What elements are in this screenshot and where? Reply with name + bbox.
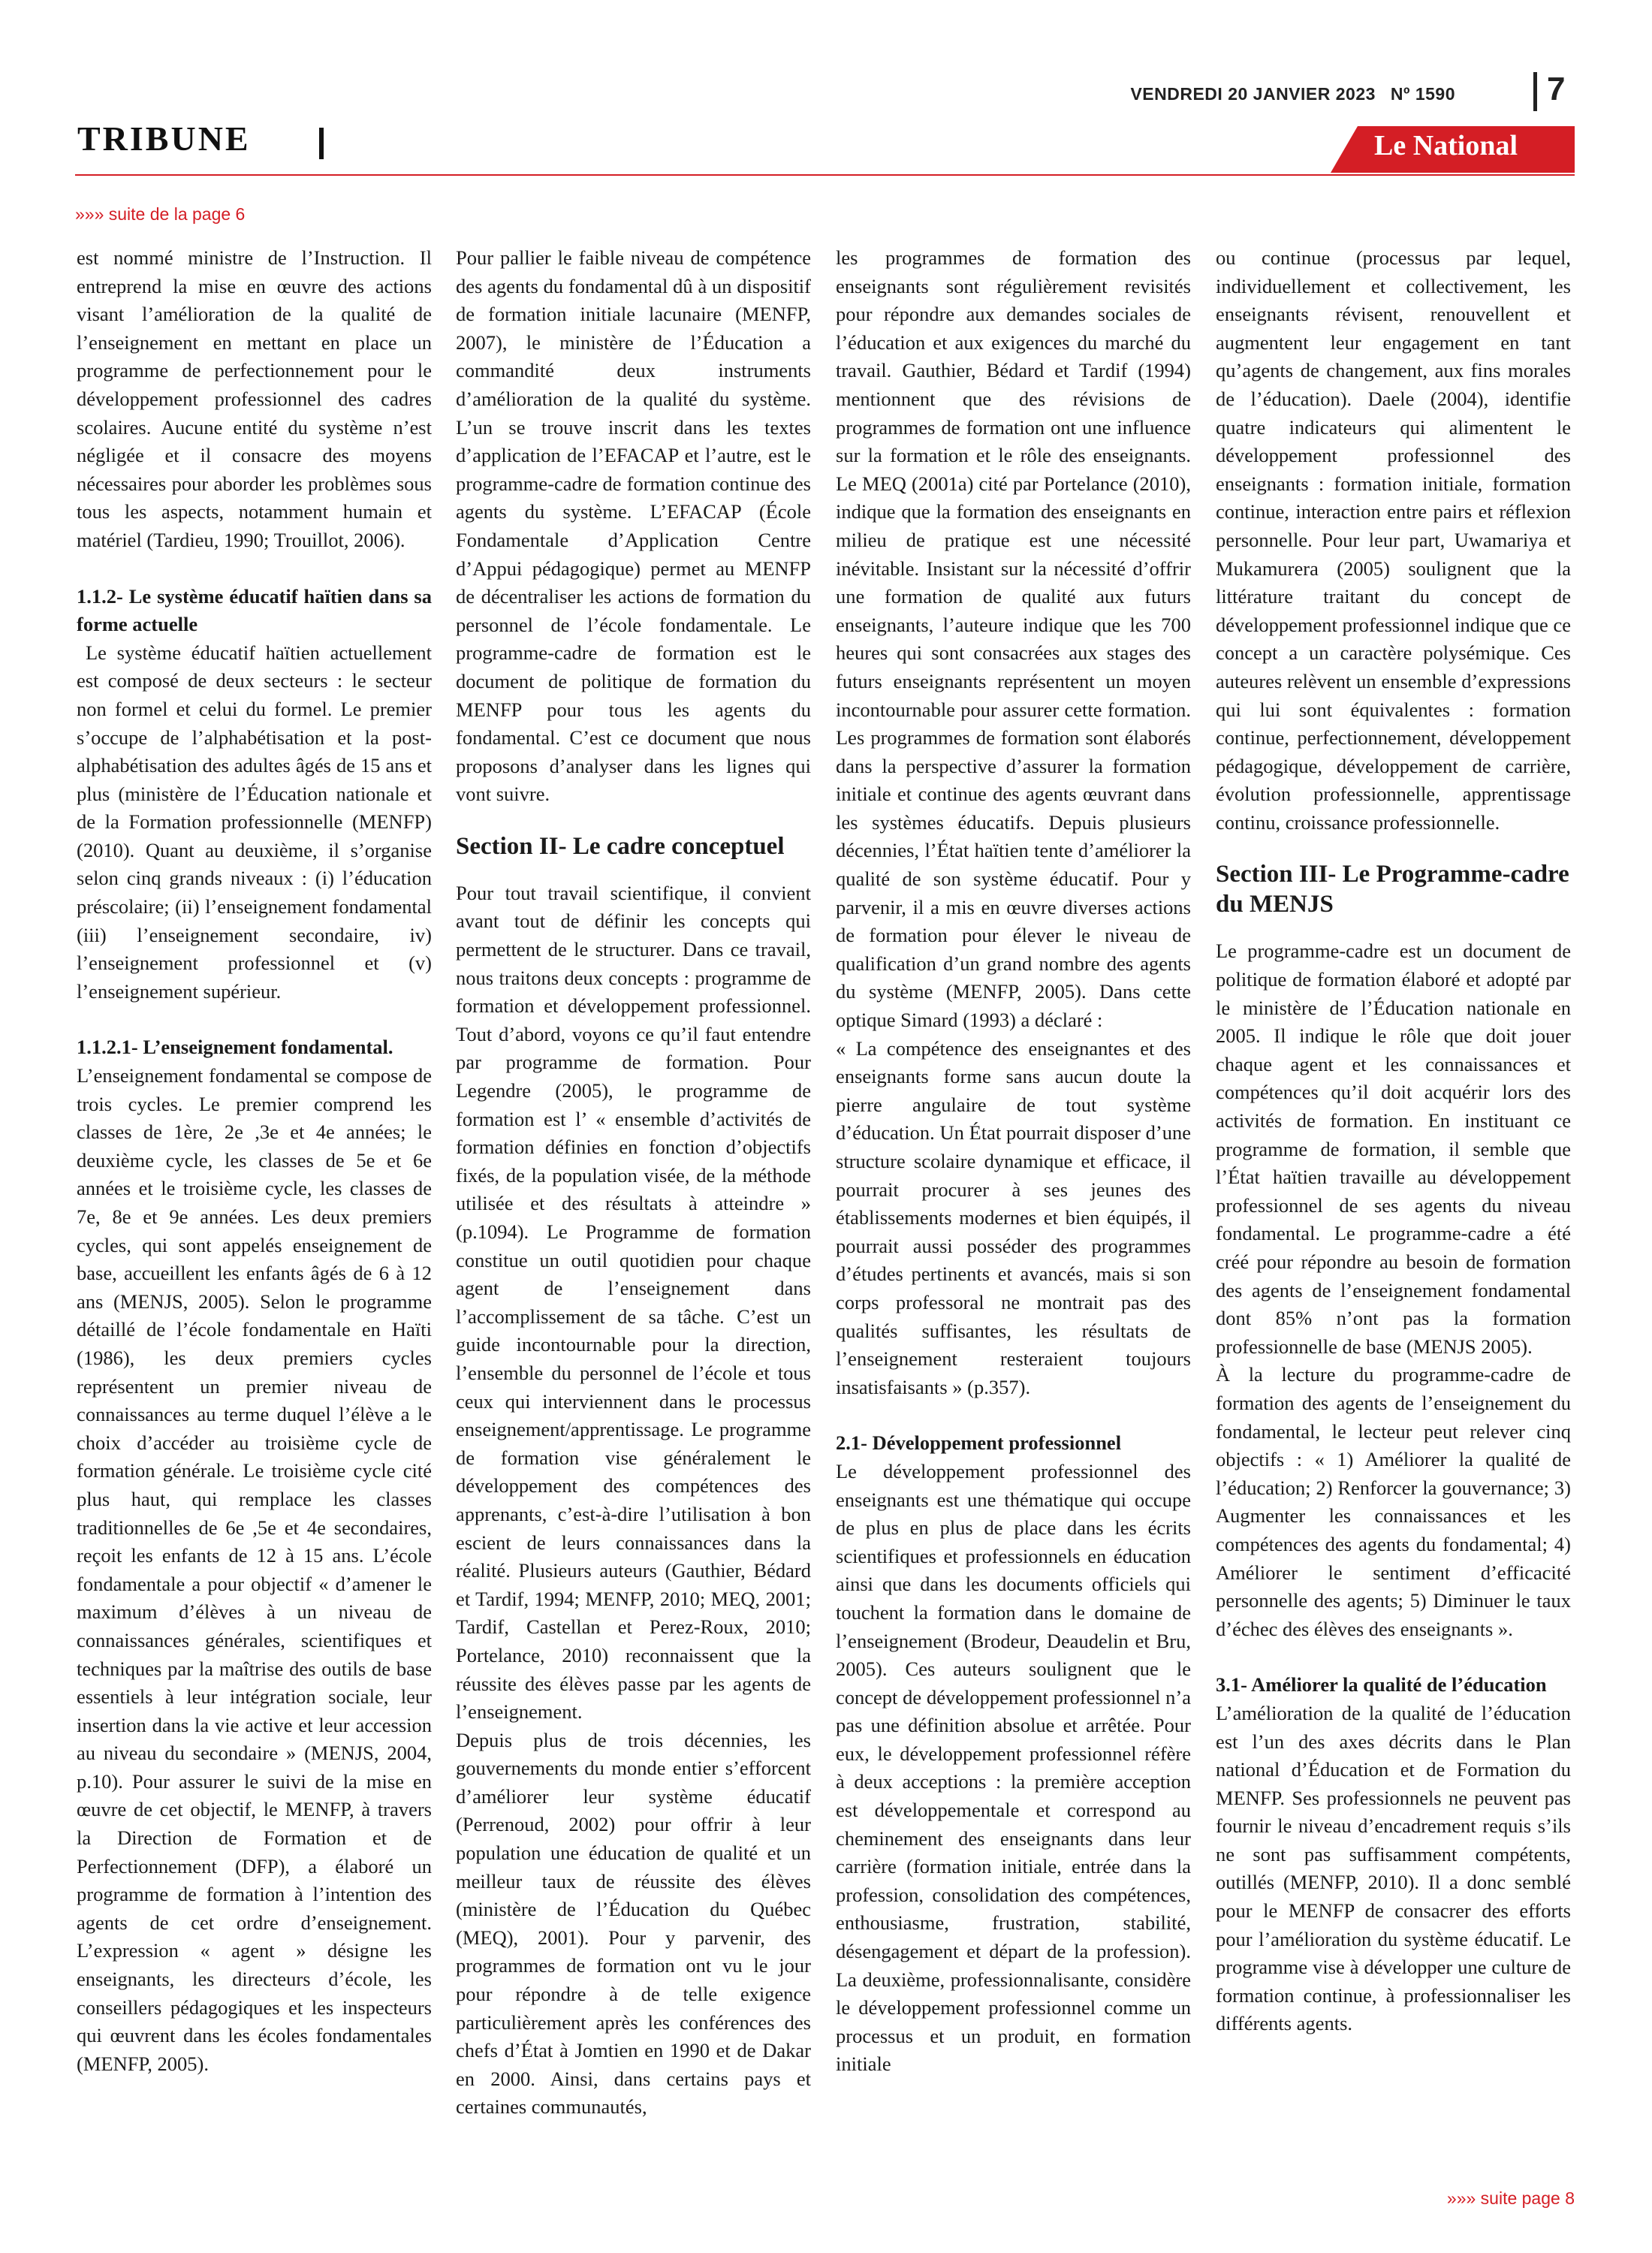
newspaper-logo: Le National: [1374, 130, 1518, 161]
article-column-1: [77, 244, 432, 2078]
continued-to-link[interactable]: »»» suite page 8: [1446, 2188, 1575, 2208]
paragraph: Le développement professionnel des enseignants est une thématique qui occupe de plus en plus de place dans les écrits scientifiques et professionnels en éducation ainsi que dans les documents officiels qui touchent la formation dans le domaine de l’enseignement (Brodeur, Deaudelin et Bru, 2005). Ces auteurs soulignent que le concept de développement professionnel n’a pas une définition absolue et arrêtée. Pour eux, le développement professionnel réfère à deux acceptions : la première acception est développementale et correspond au cheminement des enseignants dans leur carrière (formation initiale, entrée dans la profession, consolidation des compétences, enthousiasme, frustration, stabilité, désengagement et départ de la profession). La deuxième, professionnalisante, considère le développement professionnel comme un processus et un produit, en formation initiale: [836, 1459, 1191, 2076]
paragraph: les programmes de formation des enseignants sont régulièrement revisités pour répondre aux demandes sociales de l’éducation et aux exigences du marché du travail. Gauthier, Bédard et Tardif (1994) mentionnent que des révisions de programmes de formation ont une influence sur la formation et le rôle des enseignants. Le MEQ (2001a) cité par Portelance (2010), indique que la formation des enseignants en milieu de pratique est une nécessité inévitable. Insistant sur la nécessité d’offrir une formation de qualité aux futurs enseignants, l’auteure indique que les 700 heures qui sont consacrées aux stages des futurs enseignants représentent un moyen incontournable pour assurer cette formation. Les programmes de formation sont élaborés dans la perspective d’assurer la formation initiale et continue des agents œuvrant dans les systèmes éducatifs. Depuis plusieurs décennies, l’État haïtien tente d’améliorer la qualité de son système éducatif. Pour y parvenir, il a mis en œuvre diverses actions de formation pour élever le niveau de qualification d’un grand nombre des agents du système (MENFP, 2005). Dans cette optique Simard (1993) a déclaré :: [836, 246, 1191, 1032]
paragraph: ou continue (processus par lequel, individuellement et collectivement, les enseignants révisent, renouvellent et augmentent leur engagement en tant qu’agents de changement, aux fins morales de l’éducation). Daele (2004), identifie quatre indicateurs qui alimentent le développement professionnel des enseignants : formation initiale, formation continue, interaction entre pairs et réflexion personnelle. Pour leur part, Uwamariya et Mukamurera (2005) soulignent que la littérature traitant du concept de développement professionnel indique que ce concept a un caractère polysémique. Ces auteures relèvent un ensemble d’expressions qui lui sont équivalentes : formation continue, perfectionnement, développement pédagogique, développement de carrière, évolution professionnelle, apprentissage continu, croissance professionnelle.: [1216, 246, 1571, 834]
article-column-3: [836, 244, 1191, 2079]
header-rule: [75, 174, 1575, 176]
section-heading: Section III- Le Programme-cadre du MENJS: [1216, 861, 1569, 918]
issue-date: VENDREDI 20 JANVIER 2023: [1130, 84, 1376, 104]
page-number: 7: [1547, 71, 1566, 107]
header-divider: [1533, 72, 1537, 111]
issue-date-line: [1130, 84, 1455, 104]
paragraph: L’amélioration de la qualité de l’éducation est l’un des axes décrits dans le Plan national d’Éducation et de Formation du MENFP. Ses professionnels ne peuvent pas fournir le niveau d’encadrement requis s’ils ne sont pas suffisamment compétents, outillés (MENFP, 2010). Il a donc semblé pour le MENFP de consacrer des efforts pour l’amélioration du système éducatif. Le programme vise à développer une culture de formation continue, à professionnaliser les différents agents.: [1216, 1701, 1571, 2035]
quotation: « La compétence des enseignantes et des enseignants forme sans aucun doute la pierre angulaire de tout système d’éducation. Un État pourrait disposer d’une structure scolaire dynamique et efficace, il pourrait procurer à ses jeunes des établissements modernes et bien équipés, il pourrait aussi posséder des programmes d’études pertinents et avancés, mais si son corps professoral ne montrait pas des qualités suffisantes, les résultats de l’enseignement resteraient toujours insatisfaisants » (p.357).: [836, 1036, 1191, 1398]
subheading: 2.1- Développement professionnel: [836, 1431, 1122, 1455]
article-column-2: [456, 244, 811, 2122]
paragraph: Pour pallier le faible niveau de compétence des agents du fondamental dû à un dispositif de formation initiale lacunaire (MENFP, 2007), le ministère de l’Éducation a commandité deux instruments d’amélioration de la qualité du système. L’un se trouve inscrit dans les textes d’application de l’EFACAP et l’autre, est le programme-cadre de formation continue des agents du système. L’EFACAP (École Fondamentale d’Application Centre d’Appui pédagogique) permet au MENFP de décentraliser les actions de formation du personnel de l’école fondamentale. Le programme-cadre de formation est le document de politique de formation du MENFP pour tous les agents du fondamental. C’est ce document que nous proposons d’analyser dans les lignes qui vont suivre.: [456, 246, 811, 806]
paragraph: L’enseignement fondamental se compose de trois cycles. Le premier comprend les classes de 1ère, 2e ,3e et 4e années; le deuxième cycle, les classes de 5e et 6e années et le troisième cycle, les classes de 7e, 8e et 9e années. Les deux premiers cycles, qui sont appelés enseignement de base, accueillent les enfants âgés de 6 à 12 ans (MENJS, 2005). Selon le programme détaillé de l’école fondamentale en Haïti (1986), les deux premiers cycles représentent un premier niveau de connaissances au terme duquel l’élève a le choix d’accéder au troisième cycle de formation générale. Le troisième cycle cité plus haut, qui remplace les classes traditionnelles de 6e ,5e et 4e secondaires, reçoit les enfants de 12 à 15 ans. L’école fondamentale a pour objectif « d’amener le maximum d’élèves à un niveau de connaissances générales, scientifiques et techniques par la maîtrise des outils de base essentiels à leur intégration sociale, leur insertion dans la vie active et leur accession au niveau du secondaire » (MENJS, 2004, p.10). Pour assurer le suivi de la mise en œuvre de cet objectif, le MENFP, à travers la Direction de Formation et de Perfectionnement (DFP), a élaboré un programme de formation à l’intention des agents de cet ordre d’enseignement. L’expression « agent » désigne les enseignants, les directeurs d’école, les conseillers pédagogiques et les inspecteurs qui œuvrent dans les écoles fondamentales (MENFP, 2005).: [77, 1064, 432, 2075]
section-title: TRIBUNE: [77, 119, 251, 158]
subheading: 3.1- Améliorer la qualité de l’éducation: [1216, 1673, 1547, 1697]
subheading: 1.1.2- Le système éducatif haïtien dans sa forme actuelle: [77, 584, 432, 636]
paragraph: Le système éducatif haïtien actuellement est composé de deux secteurs : le secteur non formel et celui du formel. Le premier s’occupe de l’alphabétisation et la post-alphabétisation des adultes âgés de 15 ans et plus (ministère de l’Éducation nationale et de la Formation professionnelle (MENFP) (2010). Quant au deuxième, il s’organise selon cinq grands niveaux : (i) l’éducation préscolaire; (ii) l’enseignement fondamental (iii) l’enseignement secondaire, iv) l’enseignement professionnel et (v) l’enseignement supérieur.: [77, 641, 432, 1003]
paragraph: est nommé ministre de l’Instruction. Il entreprend la mise en œuvre des actions visant l’amélioration de la qualité de l’enseignement en mettant en place un programme de perfectionnement pour le développement professionnel des cadres scolaires. Aucune entité du système n’est négligée et il consacre des moyens nécessaires pour aborder les problèmes sous tous les aspects, notamment humain et matériel (Tardieu, 1990; Trouillot, 2006).: [77, 246, 432, 551]
continued-from-link[interactable]: »»» suite de la page 6: [75, 204, 246, 224]
paragraph: Le programme-cadre est un document de politique de formation élaboré et adopté par le ministère de l’Éducation nationale en 2005. Il indique le rôle que doit jouer chaque agent et les connaissances et compétences qu’il doit acquérir lors des activités de formation. En instituant ce programme de formation, il semble que l’État haïtien travaille au développement professionnel de ses agents du niveau fondamental. Le programme-cadre a été créé pour répondre au besoin de formation des agents de l’enseignement fondamental dont 85% n’ont pas la formation professionnelle de base (MENJS 2005).: [1216, 940, 1571, 1358]
section-title-bar: [319, 128, 324, 159]
subheading: 1.1.2.1- L’enseignement fondamental.: [77, 1036, 393, 1059]
paragraph: Pour tout travail scientifique, il convient avant tout de définir les concepts qui permettent de le structurer. Dans ce travail, nous traitons deux concepts : programme de formation et développement professionnel. Tout d’abord, voyons ce qu’il faut entendre par programme de formation. Pour Legendre (2005), le programme de formation est l’ « ensemble d’activités de formation définies en fonction d’objectifs fixés, de la population visée, de la méthode utilisée et des résultats à atteindre » (p.1094). Le Programme de formation constitue un outil quotidien pour chaque agent de l’enseignement dans l’accomplissement de sa tâche. C’est un guide incontournable pour la direction, l’ensemble du personnel de l’école et tous ceux qui interviennent dans le processus enseignement/apprentissage. Le programme de formation vise généralement le développement des compétences des apprenants, c’est-à-dire l’utilisation à bon escient de leurs connaissances dans la réalité. Plusieurs auteurs (Gauthier, Bédard et Tardif, 1994; MENFP, 2010; MEQ, 2001; Tardif, Castellan et Perez-Roux, 2010; Portelance, 2010) reconnaissent que la réussite des élèves passe par les agents de l’enseignement.: [456, 881, 811, 1724]
issue-number: Nº 1590: [1390, 84, 1455, 104]
article-column-4: [1216, 244, 1571, 2038]
section-heading: Section II- Le cadre conceptuel: [456, 832, 785, 860]
paragraph: Depuis plus de trois décennies, les gouvernements du monde entier s’efforcent d’améliorer leur système éducatif (Perrenoud, 2002) pour offrir à leur population une éducation de qualité et un meilleur taux de réussite des élèves (ministère de l’Éducation du Québec (MEQ), 2001). Pour y parvenir, des programmes de formation ont vu le jour pour répondre à de telle exigence particulièrement après les conférences des chefs d’État à Jomtien en 1990 et de Dakar en 2000. Ainsi, dans certains pays et certaines communautés,: [456, 1728, 811, 2119]
paragraph: À la lecture du programme-cadre de formation des agents de l’enseignement du fondamental, le lecteur peut relever cinq objectifs : « 1) Améliorer la qualité de l’éducation; 2) Renforcer la gouvernance; 3) Augmenter les connaissances et les compétences des agents du fondamental; 4) Améliorer le sentiment d’efficacité personnelle des agents; 5) Diminuer le taux d’échec des élèves des enseignants ».: [1216, 1363, 1571, 1640]
